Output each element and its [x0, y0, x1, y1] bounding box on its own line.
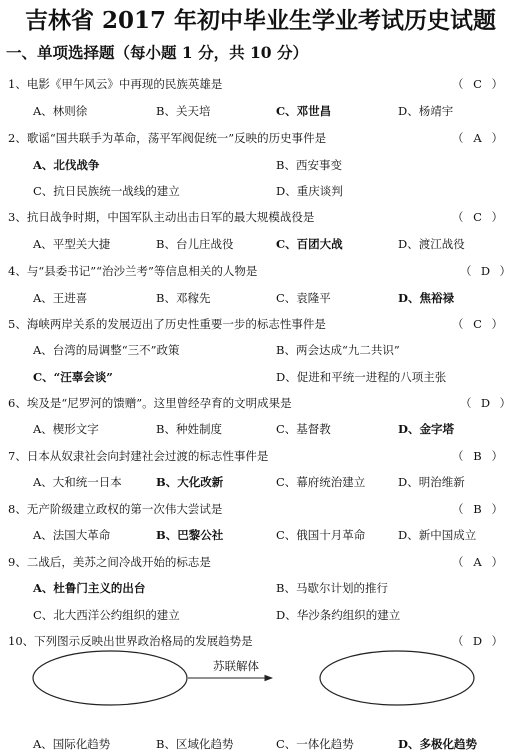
right-ellipse — [320, 651, 474, 705]
question-9-answer: （ A ） — [452, 555, 503, 569]
section-heading: 一、单项选择题（每小题 1 分，共 10 分） — [6, 43, 308, 62]
question-10-option-a: A、国际化趋势 — [33, 737, 111, 751]
question-7-option-a: A、大和统一日本 — [33, 475, 122, 489]
exam-title: 吉林省 2017 年初中毕业生学业考试历史试题 — [24, 7, 497, 34]
question-3-stem: 3、抗日战争时期，中国军队主动出击日军的最大规模战役是 — [8, 210, 315, 224]
question-8-option-d: D、新中国成立 — [398, 528, 477, 542]
question-6-option-a: A、楔形文字 — [33, 422, 99, 436]
question-4-stem: 4、与“县委书记”“治沙兰考”等信息相关的人物是 — [8, 264, 258, 278]
question-2-option-c: C、抗日民族统一战线的建立 — [33, 184, 180, 198]
arrow-label: 苏联解体 — [213, 659, 259, 673]
question-7-answer: （ B ） — [452, 449, 503, 463]
question-6-stem: 6、埃及是“尼罗河的馈赠”。这里曾经孕育的文明成果是 — [8, 396, 292, 410]
question-1-option-b: B、关天培 — [156, 104, 211, 118]
question-10-answer: （ D ） — [452, 634, 503, 648]
answer-letter: D — [480, 264, 491, 278]
question-9-option-b: B、马歇尔计划的推行 — [276, 581, 388, 595]
question-2-stem: 2、歌谣“国共联手为革命，荡平军阀促统一”反映的历史事件是 — [8, 131, 327, 145]
question-9-option-d: D、华沙条约组织的建立 — [276, 608, 401, 622]
answer-letter: B — [473, 449, 482, 463]
left-ellipse — [33, 651, 187, 705]
question-6-option-b: B、种姓制度 — [156, 422, 222, 436]
question-8-stem: 8、无产阶级建立政权的第一次伟大尝试是 — [8, 502, 223, 516]
answer-letter: C — [473, 210, 482, 224]
question-10-option-d: D、多极化趋势 — [398, 737, 477, 751]
question-8-option-b: B、巴黎公社 — [156, 528, 224, 542]
question-4-answer: （ D ） — [460, 264, 511, 278]
question-8-option-c: C、俄国十月革命 — [276, 528, 366, 542]
question-5-option-a: A、台湾的局调整“三不”政策 — [33, 343, 180, 357]
question-1-stem: 1、电影《甲午风云》中再现的民族英雄是 — [8, 77, 223, 91]
question-2-option-b: B、西安事变 — [276, 158, 342, 172]
question-7-option-b: B、大化改新 — [156, 475, 224, 489]
question-10-option-c: C、一体化趋势 — [276, 737, 354, 751]
question-2-option-d: D、重庆谈判 — [276, 184, 343, 198]
question-10-stem: 10、下列图示反映出世界政治格局的发展趋势是 — [8, 634, 253, 648]
question-3-option-a: A、平型关大捷 — [33, 237, 111, 251]
question-10-option-b: B、区域化趋势 — [156, 737, 234, 751]
question-1-option-d: D、杨靖宇 — [398, 104, 454, 118]
question-7-option-c: C、幕府统治建立 — [276, 475, 366, 489]
answer-letter: D — [472, 634, 483, 648]
question-9-stem: 9、二战后，美苏之间冷战开始的标志是 — [8, 555, 211, 569]
question-4-option-c: C、袁隆平 — [276, 291, 331, 305]
question-6-answer: （ D ） — [460, 396, 511, 410]
question-4-option-a: A、王进喜 — [33, 291, 88, 305]
question-2-answer: （ A ） — [452, 131, 503, 145]
question-9-option-a: A、杜鲁门主义的出台 — [33, 581, 146, 595]
question-4-option-b: B、邓稼先 — [156, 291, 211, 305]
question-1-answer: （ C ） — [452, 77, 503, 91]
question-1-option-a: A、林则徐 — [33, 104, 88, 118]
question-5-option-d: D、促进和平统一进程的八项主张 — [276, 370, 447, 384]
question-4-option-d: D、焦裕禄 — [398, 291, 454, 305]
answer-letter: B — [473, 502, 482, 516]
question-5-answer: （ C ） — [452, 317, 503, 331]
answer-letter: C — [473, 317, 482, 331]
answer-letter: A — [473, 555, 482, 569]
question-8-option-a: A、法国大革命 — [33, 528, 111, 542]
question-2-option-a: A、北伐战争 — [33, 158, 100, 172]
question-3-option-b: B、台儿庄战役 — [156, 237, 234, 251]
question-6-option-c: C、基督教 — [276, 422, 331, 436]
question-6-option-d: D、金字塔 — [398, 422, 454, 436]
question-3-option-c: C、百团大战 — [276, 237, 343, 251]
question-3-answer: （ C ） — [452, 210, 503, 224]
question-3-option-d: D、渡江战役 — [398, 237, 465, 251]
question-5-option-c: C、“汪辜会谈” — [33, 370, 113, 384]
answer-letter: C — [473, 77, 482, 91]
question-5-option-b: B、两会达成“九二共识” — [276, 343, 400, 357]
question-8-answer: （ B ） — [452, 502, 503, 516]
answer-letter: A — [473, 131, 482, 145]
answer-letter: D — [480, 396, 491, 410]
question-7-option-d: D、明治维新 — [398, 475, 465, 489]
question-9-option-c: C、北大西洋公约组织的建立 — [33, 608, 180, 622]
question-1-option-c: C、邓世昌 — [276, 104, 332, 118]
question-5-stem: 5、海峡两岸关系的发展迈出了历史性重要一步的标志性事件是 — [8, 317, 326, 331]
question-7-stem: 7、日本从奴隶社会向封建社会过渡的标志性事件是 — [8, 449, 269, 463]
